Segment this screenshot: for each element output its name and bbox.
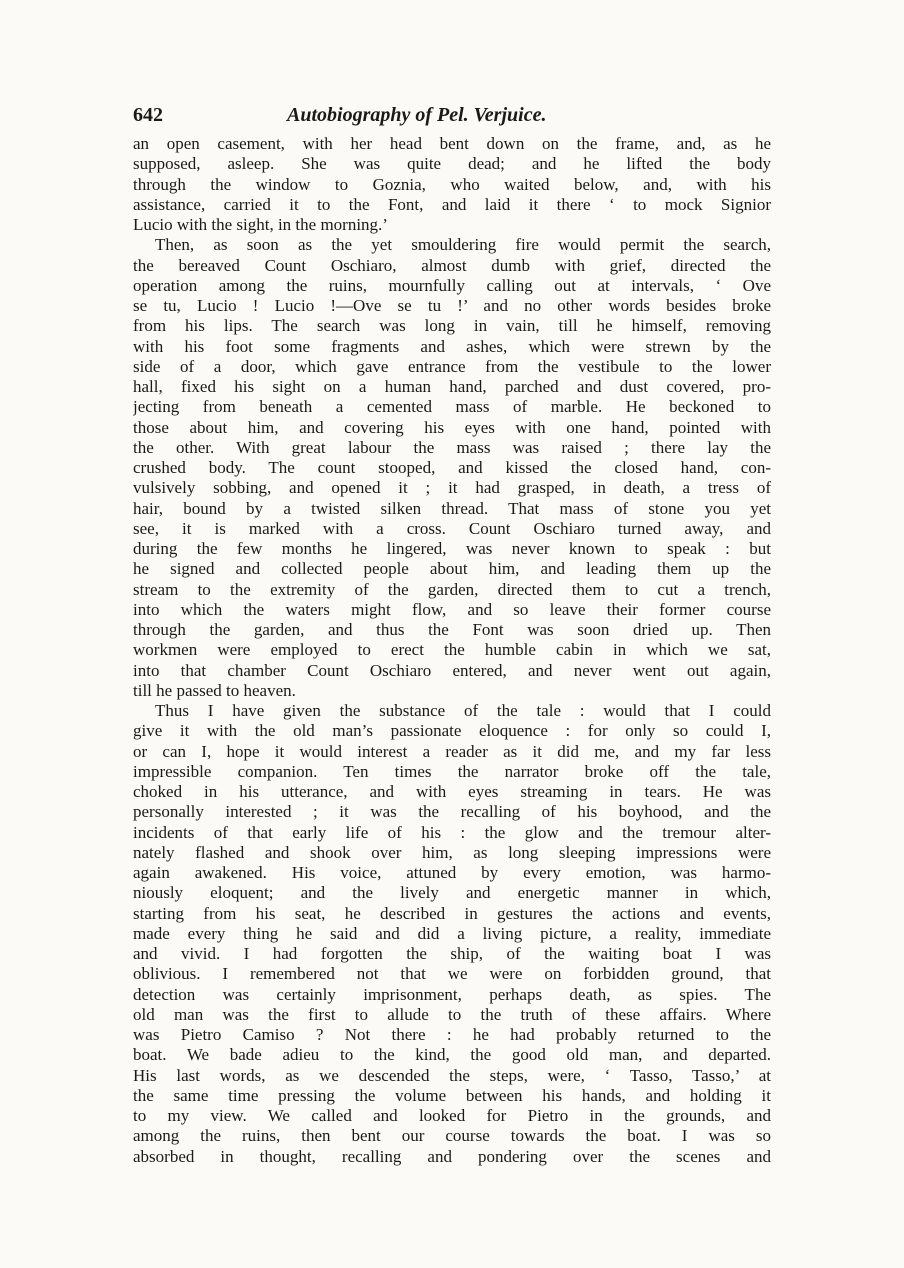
text-line: he signed and collected people about him, and leading them up the <box>133 559 771 579</box>
text-line: again awakened. His voice, attuned by every emotion, was harmo- <box>133 863 771 882</box>
text-line: the other. With great labour the mass was raised ; there lay the <box>133 437 771 457</box>
text-line: into which the waters might flow, and so leave their former course <box>133 599 771 619</box>
text-line: and vivid. I had forgotten the ship, of the waiting boat I was <box>133 944 771 963</box>
text-line: jecting from beneath a cemented mass of marble. He beckoned to <box>133 397 771 417</box>
text-line: se tu, Lucio ! Lucio !—Ove se tu !’ and no other words besides broke <box>133 296 771 315</box>
text-line: workmen were employed to erect the humble cabin in which we sat, <box>133 640 771 660</box>
text-line: choked in his utterance, and with eyes streaming in tears. He was <box>133 782 771 801</box>
text-line: Thus I have given the substance of the tale : would that I could <box>155 701 771 720</box>
text-line: till he passed to heaven. <box>133 680 296 700</box>
text-line: made every thing he said and did a living picture, a reality, immediate <box>133 923 771 943</box>
text-line: through the window to Goznia, who waited below, and, with his <box>133 174 771 194</box>
text-line: give it with the old man’s passionate eloquence : for only so could I, <box>133 721 771 741</box>
text-line: personally interested ; it was the recalling of his boyhood, and the <box>133 802 771 822</box>
text-line: crushed body. The count stooped, and kissed the closed hand, con- <box>133 458 771 477</box>
text-line: to my view. We called and looked for Pietro in the grounds, and <box>133 1106 771 1125</box>
text-line: with his foot some fragments and ashes, which were strewn by the <box>133 336 771 356</box>
text-line: incidents of that early life of his : the glow and the tremour alter- <box>133 822 771 842</box>
running-title: Autobiography of Pel. Verjuice. <box>287 104 547 126</box>
text-line: from his lips. The search was long in vain, till he himself, removing <box>133 316 771 336</box>
text-line: niously eloquent; and the lively and energetic manner in which, <box>133 883 771 903</box>
text-line: among the ruins, then bent our course towards the boat. I was so <box>133 1126 771 1146</box>
text-line: Lucio with the sight, in the morning.’ <box>133 215 388 234</box>
text-line: side of a door, which gave entrance from the vestibule to the lower <box>133 356 771 376</box>
text-line: vulsively sobbing, and opened it ; it had grasped, in death, a tress of <box>133 478 771 498</box>
text-line: operation among the ruins, mournfully calling out at intervals, ‘ Ove <box>133 275 771 295</box>
text-line: supposed, asleep. She was quite dead; and he lifted the body <box>133 154 771 174</box>
text-line: oblivious. I remembered not that we were on forbidden ground, that <box>133 964 771 984</box>
text-line: absorbed in thought, recalling and pondering over the scenes and <box>133 1146 771 1166</box>
text-line: stream to the extremity of the garden, directed them to cut a trench, <box>133 579 771 599</box>
text-line: into that chamber Count Oschiaro entered, and never went out again, <box>133 660 771 680</box>
text-line: hair, bound by a twisted silken thread. That mass of stone you yet <box>133 498 771 518</box>
text-line: impressible companion. Ten times the narrator broke off the tale, <box>133 761 771 781</box>
text-line: detection was certainly imprisonment, perhaps death, as spies. The <box>133 984 771 1004</box>
page-number: 642 <box>133 104 163 126</box>
text-line: or can I, hope it would interest a reader as it did me, and my far less <box>133 741 771 761</box>
body-text <box>133 134 771 1167</box>
text-line: Then, as soon as the yet smouldering fire would permit the search, <box>155 235 771 255</box>
text-line: see, it is marked with a cross. Count Oschiaro turned away, and <box>133 518 771 538</box>
text-line: those about him, and covering his eyes with one hand, pointed with <box>133 417 771 437</box>
text-line: nately flashed and shook over him, as long sleeping impressions were <box>133 842 771 862</box>
text-line: old man was the first to allude to the truth of these affairs. Where <box>133 1004 771 1024</box>
text-line: the bereaved Count Oschiaro, almost dumb with grief, directed the <box>133 255 771 275</box>
text-line: starting from his seat, he described in gestures the actions and events, <box>133 903 771 923</box>
text-line: boat. We bade adieu to the kind, the good old man, and departed. <box>133 1045 771 1065</box>
text-line: assistance, carried it to the Font, and laid it there ‘ to mock Signior <box>133 194 771 214</box>
text-line: hall, fixed his sight on a human hand, parched and dust covered, pro- <box>133 377 771 396</box>
text-line: the same time pressing the volume between his hands, and holding it <box>133 1085 771 1105</box>
text-line: His last words, as we descended the steps, were, ‘ Tasso, Tasso,’ at <box>133 1065 771 1085</box>
text-line: was Pietro Camiso ? Not there : he had probably returned to the <box>133 1025 771 1044</box>
text-line: through the garden, and thus the Font was soon dried up. Then <box>133 620 771 639</box>
text-line: an open casement, with her head bent down on the frame, and, as he <box>133 134 771 153</box>
text-line: during the few months he lingered, was never known to speak : but <box>133 539 771 558</box>
running-head <box>133 104 768 128</box>
